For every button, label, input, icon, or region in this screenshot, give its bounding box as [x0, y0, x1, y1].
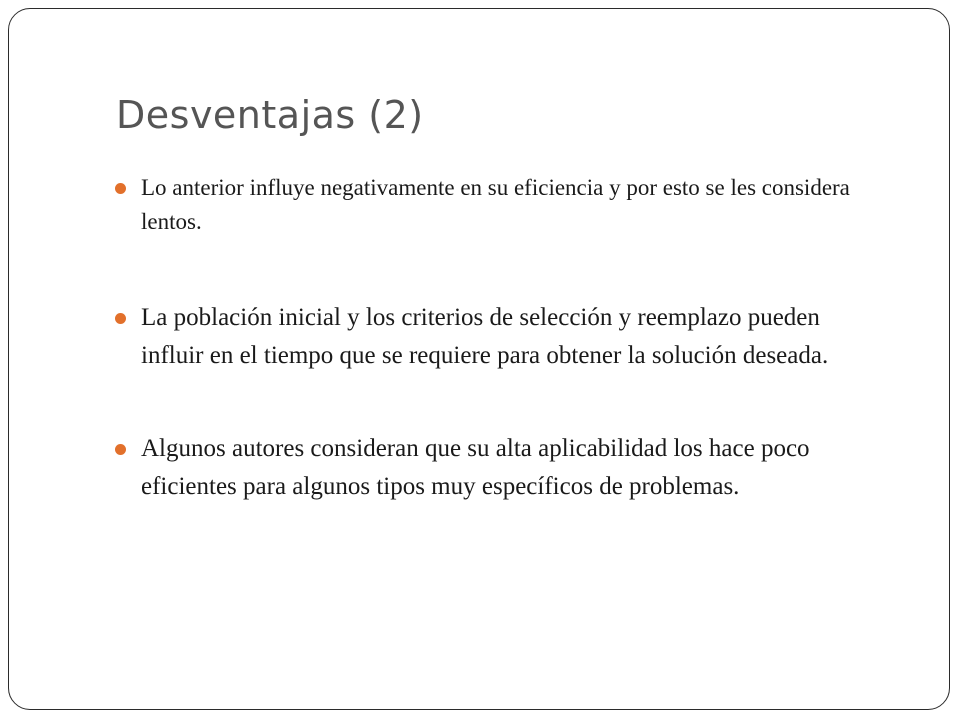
- slide-title: Desventajas (2): [116, 93, 424, 137]
- bullet-item: [115, 430, 875, 505]
- bullet-item: [115, 299, 875, 374]
- bullet-dot-icon: [115, 183, 126, 194]
- bullet-text: Lo anterior influye negativamente en su eficiencia y por esto se les considera lentos.: [141, 175, 850, 235]
- bullet-text: Algunos autores consideran que su alta aplicabilidad los hace poco eficientes para algunos tipos muy específicos de problemas.: [141, 435, 810, 500]
- bullet-dot-icon: [115, 313, 126, 324]
- bullet-list: [115, 171, 875, 561]
- slide-frame: [8, 8, 950, 710]
- bullet-dot-icon: [115, 444, 126, 455]
- bullet-text: La población inicial y los criterios de selección y reemplazo pueden influir en el tiempo que se requiere para obtener la solución deseada.: [141, 304, 829, 369]
- bullet-item: [115, 171, 875, 239]
